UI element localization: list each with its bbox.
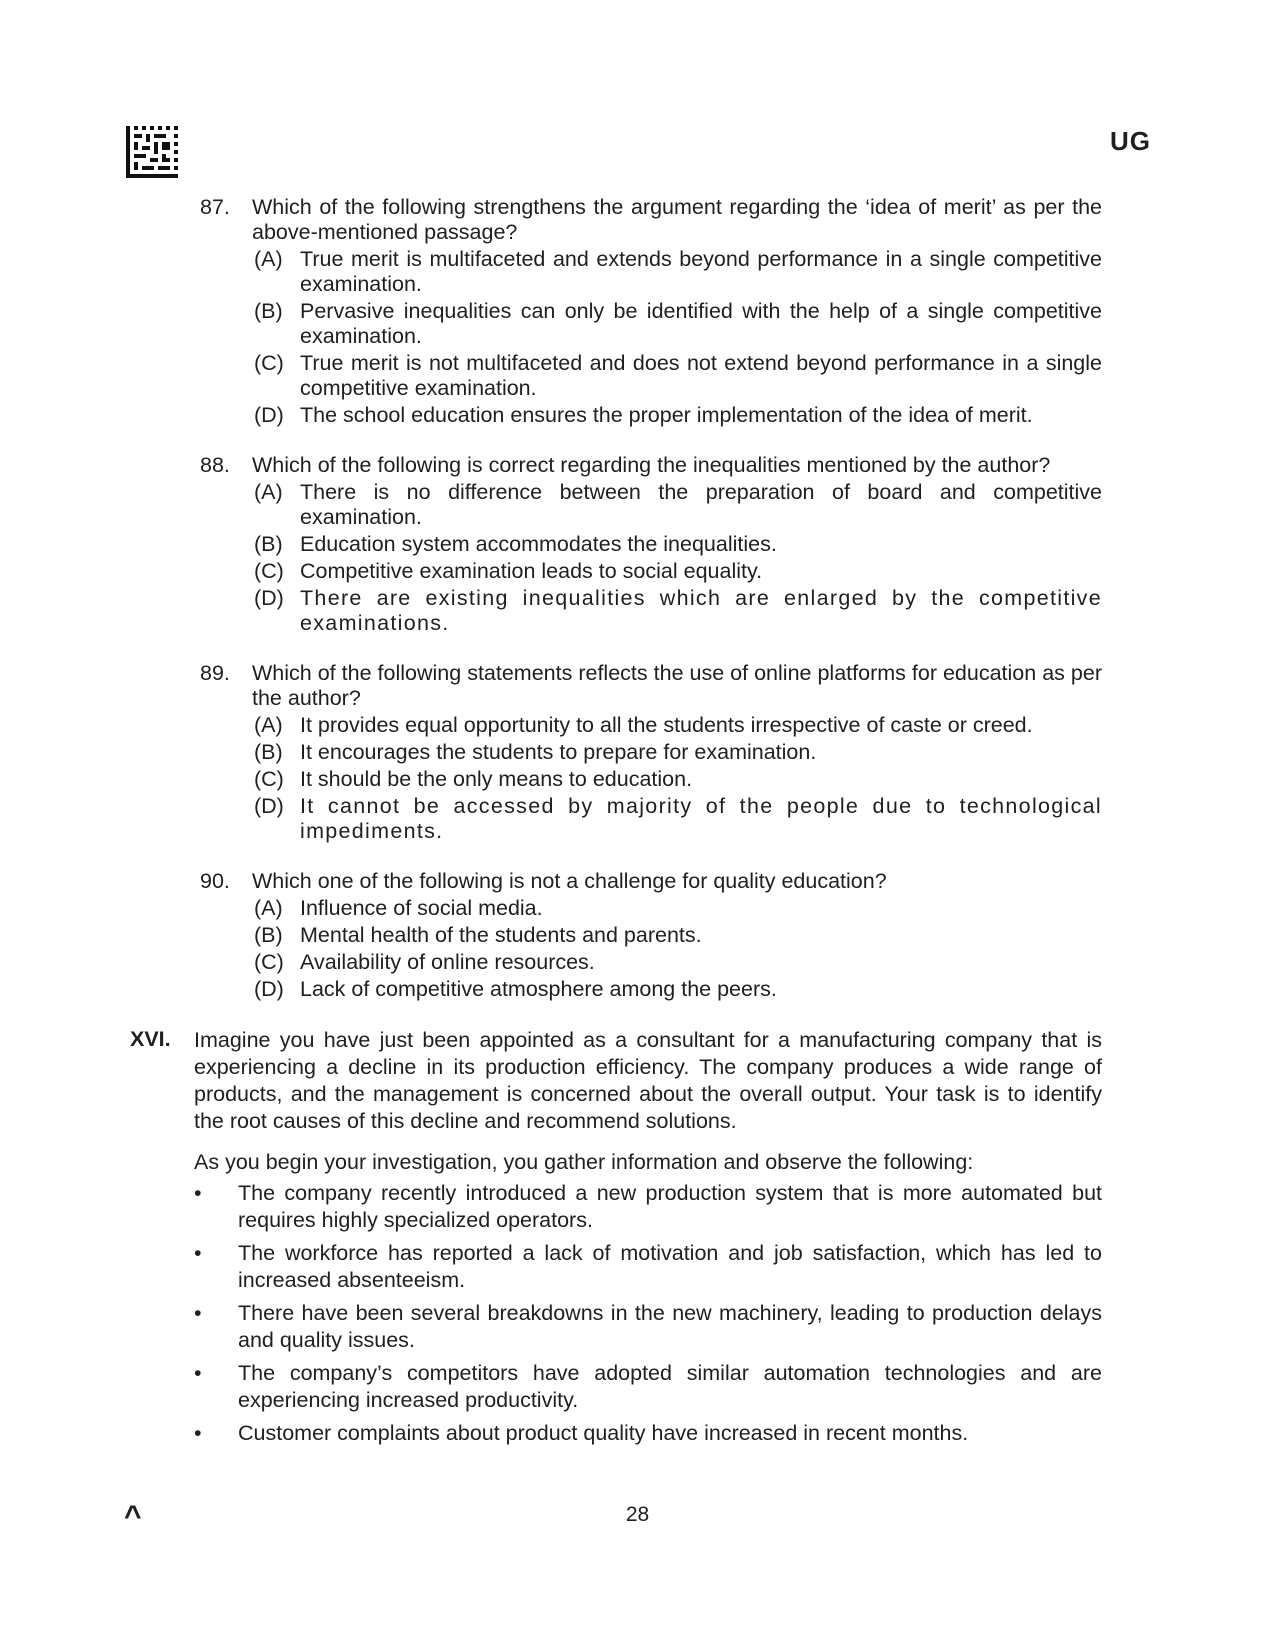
options-list: [252, 896, 1102, 1002]
option-label: (D): [254, 977, 284, 1001]
list-item-text: There have been several breakdowns in the new machinery, leading to production delays and quality issues.: [238, 1301, 1102, 1352]
observation-list: [194, 1180, 1102, 1447]
section-number: XVI.: [130, 1027, 171, 1051]
question-88: [200, 453, 1102, 636]
section-intro: Imagine you have just been appointed as a consultant for a manufacturing company that is experiencing a decline in its production efficiency. The company produces a wide range of products, and the management is concerned about the overall output. Your task is to identify the root causes of this decline and recommend solutions.: [194, 1028, 1102, 1133]
option-label: (C): [254, 767, 284, 791]
option-label: (A): [254, 480, 283, 504]
bullet-icon: •: [194, 1301, 202, 1325]
option-c: [252, 559, 1102, 584]
question-number: 90.: [200, 869, 230, 893]
option-c: [252, 950, 1102, 975]
option-text: Mental health of the students and parents.: [300, 923, 702, 947]
question-text: Which of the following strengthens the argument regarding the ‘idea of merit’ as per the above-mentioned passage?: [252, 195, 1102, 244]
bullet-icon: •: [194, 1361, 202, 1385]
option-d: [252, 586, 1102, 636]
option-text: There is no difference between the preparation of board and competitive examination.: [300, 480, 1102, 529]
option-a: [252, 896, 1102, 921]
option-label: (C): [254, 950, 284, 974]
question-text: Which of the following statements reflects the use of online platforms for education as per the author?: [252, 661, 1102, 710]
option-text: Pervasive inequalities can only be identified with the help of a single competitive examination.: [300, 299, 1102, 348]
option-label: (B): [254, 740, 283, 764]
list-item-text: Customer complaints about product quality have increased in recent months.: [238, 1421, 969, 1445]
question-number: 87.: [200, 195, 230, 219]
option-d: [252, 403, 1102, 428]
option-text: True merit is multifaceted and extends beyond performance in a single competitive examination.: [300, 247, 1102, 296]
list-item: [194, 1180, 1102, 1234]
option-d: [252, 794, 1102, 844]
section-xvi: [130, 1027, 1102, 1447]
option-b: [252, 299, 1102, 349]
options-list: [252, 713, 1102, 844]
option-text: It cannot be accessed by majority of the people due to technological impediments.: [300, 794, 1102, 843]
option-text: It provides equal opportunity to all the students irrespective of caste or creed.: [300, 713, 1033, 737]
option-b: [252, 740, 1102, 765]
option-label: (A): [254, 713, 283, 737]
page-number: 28: [625, 1503, 650, 1526]
bullet-icon: •: [194, 1181, 202, 1205]
question-number: 88.: [200, 453, 230, 477]
option-text: Lack of competitive atmosphere among the peers.: [300, 977, 777, 1001]
option-text: Education system accommodates the inequalities.: [300, 532, 777, 556]
option-label: (B): [254, 923, 283, 947]
option-label: (D): [254, 794, 284, 818]
section-lead: As you begin your investigation, you gather information and observe the following:: [194, 1150, 974, 1174]
page-content: [0, 195, 1275, 1453]
option-label: (D): [254, 586, 284, 610]
option-a: [252, 713, 1102, 738]
option-label: (D): [254, 403, 284, 427]
list-item-text: The workforce has reported a lack of motivation and job satisfaction, which has led to increased absenteeism.: [238, 1241, 1102, 1292]
option-a: [252, 480, 1102, 530]
question-text: Which of the following is correct regarding the inequalities mentioned by the author?: [252, 453, 1051, 477]
option-text: It encourages the students to prepare for examination.: [300, 740, 817, 764]
option-b: [252, 923, 1102, 948]
option-c: [252, 767, 1102, 792]
option-text: True merit is not multifaceted and does not extend beyond performance in a single competitive examination.: [300, 351, 1102, 400]
option-d: [252, 977, 1102, 1002]
option-label: (A): [254, 896, 283, 920]
page-code: [126, 126, 178, 178]
bullet-icon: •: [194, 1241, 202, 1265]
option-text: It should be the only means to education.: [300, 767, 693, 791]
option-label: (C): [254, 351, 284, 375]
option-label: (C): [254, 559, 284, 583]
option-text: There are existing inequalities which are enlarged by the competitive examinations.: [300, 586, 1102, 635]
option-label: (A): [254, 247, 283, 271]
question-87: [200, 195, 1102, 428]
question-text: Which one of the following is not a challenge for quality education?: [252, 869, 887, 893]
option-label: (B): [254, 532, 283, 556]
question-89: [200, 661, 1102, 844]
option-text: Influence of social media.: [300, 896, 543, 920]
datamatrix-code-icon: [126, 126, 178, 178]
option-b: [252, 532, 1102, 557]
footer-mark: ^: [124, 1500, 142, 1533]
option-c: [252, 351, 1102, 401]
list-item: [194, 1240, 1102, 1294]
list-item-text: The company’s competitors have adopted similar automation technologies and are experiencing increased productivity.: [238, 1361, 1102, 1412]
option-text: Competitive examination leads to social equality.: [300, 559, 763, 583]
list-item: [194, 1360, 1102, 1414]
question-number: 89.: [200, 661, 230, 685]
options-list: [252, 247, 1102, 428]
option-text: Availability of online resources.: [300, 950, 595, 974]
question-90: [200, 869, 1102, 1002]
header-code: UG: [1110, 126, 1151, 156]
bullet-icon: •: [194, 1421, 202, 1445]
option-label: (B): [254, 299, 283, 323]
list-item: [194, 1420, 1102, 1447]
option-text: The school education ensures the proper implementation of the idea of merit.: [300, 403, 1033, 427]
list-item-text: The company recently introduced a new production system that is more automated but requires highly specialized operators.: [238, 1181, 1102, 1232]
list-item: [194, 1300, 1102, 1354]
options-list: [252, 480, 1102, 636]
option-a: [252, 247, 1102, 297]
